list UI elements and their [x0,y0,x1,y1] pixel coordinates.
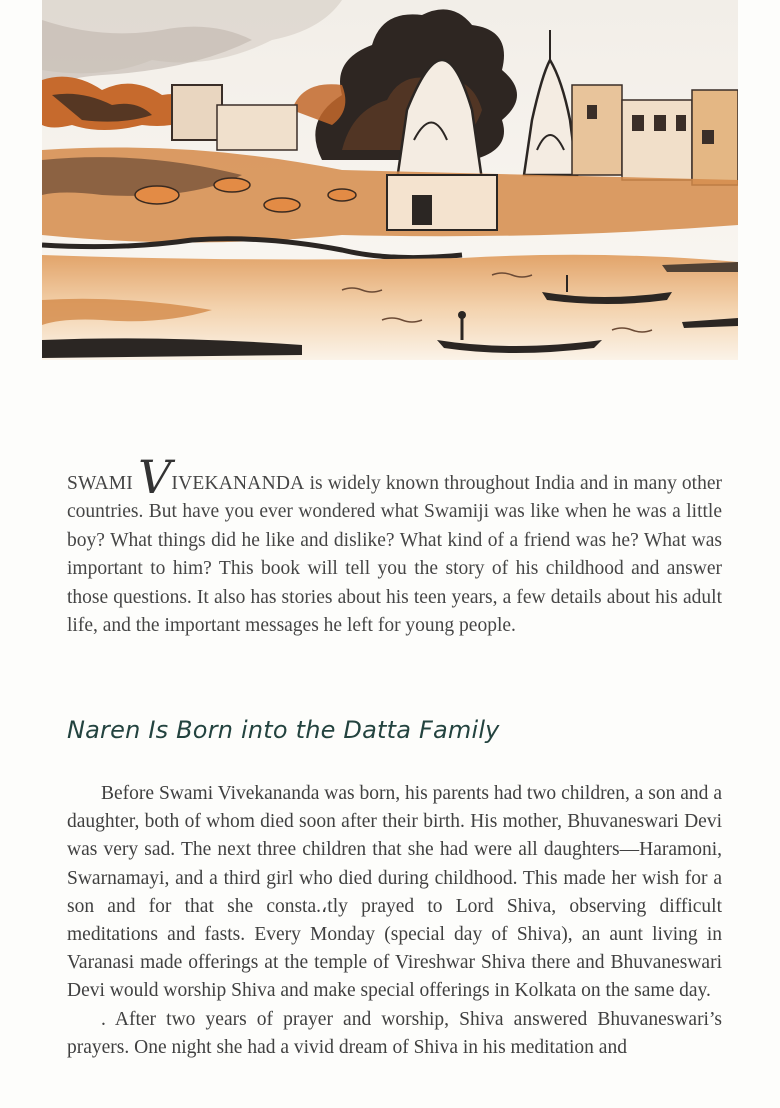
body-paragraph: Before Swami Vivekananda was born, his parents had two children, a son and a daughter, both of whom died soon after their birth. His mother, Bhuvaneswari Devi was very sad. The next three children that she had were all daughters—Haramoni, Swarnamayi, and a third girl who died during childhood. This made her wish for a son and for that she consta.،tly prayed to Lord Shiva, observing difficult meditations and fasts. Every Monday (special day of Shiva), an aunt living in Varanasi made offerings at the temple of Vireshwar Shiva there and Bhuvaneswari Devi would worship Shiva and make special offerings in Kolkata on the same day. [67,783,722,1002]
intro-text: is widely known throughout India and in many other countries. But have you ever wondered what Swamiji was like when he was a little boy? What things did he like and dislike? What kind of a friend was he? What was important to him? This book will tell you the story of his childhood and answer those questions. It also has stories about his teen years, a few details about his adult life, and the important messages he left for young people. [67,473,722,637]
intro-lead-rest: IVEKANANDA [171,473,305,494]
drop-cap-letter: V [138,450,172,504]
ghats-illustration [42,0,738,360]
section-heading: Naren Is Born into the Datta Family [67,716,500,744]
intro-paragraph [67,450,722,640]
body-paragraph: . After two years of prayer and worship, Shiva answered Bhuvaneswari’s prayers. One night she had a vivid dream of Shiva in his meditation and [67,1008,722,1058]
section-body [67,780,722,1062]
watercolor-scene-icon [42,0,738,360]
intro-lead-word: SWAMI [67,473,134,494]
